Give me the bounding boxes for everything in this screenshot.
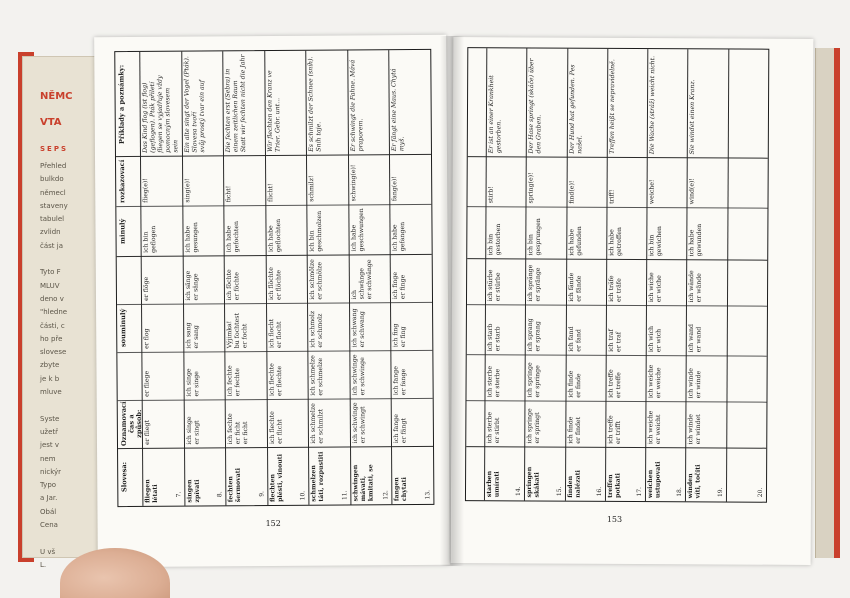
cell-pres-sub: ich springe er springe xyxy=(526,362,542,398)
cell-past-ind: ich wand er wand xyxy=(688,323,703,353)
cell-perf: ich bin geschmolzen xyxy=(308,210,324,252)
cell-perf: ich habe gefunden xyxy=(567,226,583,256)
cell-verb: weichen ustupovati xyxy=(647,461,662,499)
cell-imp: schmilz! xyxy=(308,175,316,202)
cell-past-sub: ich stürbe er stürbe xyxy=(486,269,502,302)
cell-pres-sub: ich treffe er treffe xyxy=(607,369,623,398)
back-title-line3: SEPS xyxy=(40,145,68,153)
cell-pres-sub xyxy=(728,359,764,399)
row-number: 10. xyxy=(299,490,307,501)
cell-note: Die Wache (stráž) weicht nicht. xyxy=(648,55,657,155)
cell-note: Er fängt eine Maus. Chytá myš. xyxy=(390,68,406,152)
cell-note: Es schmilzt der Schnee (sníh). Sníh taje. xyxy=(307,56,323,152)
cell-pres-sub: ich schmelze er schmelze xyxy=(309,355,325,396)
band-divider xyxy=(467,258,767,261)
header-minuly: minulý xyxy=(118,218,127,244)
cell-past-sub: ich schwänge er schwänge xyxy=(350,259,374,300)
cell-pres-sub: ich finde er finde xyxy=(567,370,582,398)
cell-verb: fliegen létati xyxy=(144,479,159,503)
back-text-line: a Jar. xyxy=(40,494,58,503)
cell-verb: singen zpívati xyxy=(185,479,201,503)
cell-past-sub: ich spränge er spränge xyxy=(527,264,543,302)
cell-past-sub: ich sänge er sänge xyxy=(184,270,200,301)
cell-pres-ind: ich springe er springt xyxy=(526,408,542,444)
cell-past-ind: ich sprang er sprang xyxy=(527,318,542,352)
cell-perf: ich bin gesprungen xyxy=(527,218,543,256)
back-text-line: Syste xyxy=(40,414,60,423)
band-divider xyxy=(467,206,767,209)
cell-imp xyxy=(729,161,766,205)
left-page-number: 152 xyxy=(265,518,281,529)
cell-note xyxy=(729,53,766,155)
back-text-line: části, c xyxy=(40,321,65,330)
row-number: 19. xyxy=(716,487,724,498)
cell-imp: flicht! xyxy=(266,183,275,203)
cell-verb: schmelzen táti, rozpustiti xyxy=(310,451,326,502)
cell-imp: triff! xyxy=(608,189,616,204)
cell-pres-sub: ich winde er winde xyxy=(687,368,703,399)
row-number: 14. xyxy=(515,486,523,496)
header-priklady: Příklady a poznámky: xyxy=(117,64,126,144)
cell-perf: ich habe geschwungen xyxy=(350,208,366,252)
cell-past-sub: ich schmölze er schmölze xyxy=(308,259,324,300)
back-text-line: Přehled xyxy=(40,162,67,170)
band-divider xyxy=(468,156,768,159)
cell-verb: starben umírati xyxy=(485,470,501,498)
cell-pres-ind: ich fange er fängt xyxy=(393,414,409,444)
cell-verb: fangen chytati xyxy=(393,477,409,502)
cell-pres-ind: ich sterbe er stirbt xyxy=(486,411,501,444)
cell-past-sub: ich flöchte er flöchte xyxy=(267,267,283,301)
header-rozkazovaci: rozkazovací xyxy=(118,159,127,203)
back-text-line: L. xyxy=(40,560,47,569)
cell-pres-sub: ich fange er fange xyxy=(392,366,408,396)
cell-perf: ich bin geflogen xyxy=(142,225,158,253)
band-divider xyxy=(467,354,767,357)
cell-past-ind xyxy=(728,309,765,353)
back-text-line: bulkdo xyxy=(40,175,64,184)
back-text-line xyxy=(40,253,100,266)
cell-imp: fang(e)! xyxy=(391,176,399,202)
back-text-line xyxy=(40,532,100,545)
back-text-line: "hledne xyxy=(40,308,68,317)
cell-pres-sub: ich singe er singe xyxy=(185,368,200,397)
row-number: 18. xyxy=(676,487,684,497)
left-table xyxy=(114,49,434,507)
cell-verb: schwingen mávati, kmitati, se xyxy=(351,464,375,502)
back-text-line: část ja xyxy=(40,241,63,250)
cell-past-sub: ich wiche er wiche xyxy=(648,272,663,303)
cell-pres-ind: ich finde er findet xyxy=(566,416,582,444)
cell-pres-sub: ich fechte er fechte xyxy=(226,365,242,397)
cell-note: Wir flechten den Kranz ve Trier. Gebr. unt... xyxy=(266,70,282,153)
cell-pres-ind: ich winde er windet xyxy=(687,414,703,445)
cell-imp: wind(e)! xyxy=(688,178,697,205)
cell-perf xyxy=(729,211,766,257)
cell-perf: ich habe gefangen xyxy=(391,221,407,252)
cell-imp: weiche! xyxy=(648,179,656,205)
back-text-line: tabulel xyxy=(40,215,65,224)
cell-past-ind: ich wich er wich xyxy=(647,325,663,353)
cell-pres-sub: ich sterbe er sterbe xyxy=(486,365,502,398)
cell-pres-sub: ich weiche er weiche xyxy=(647,364,663,399)
back-text-line: zvlidn xyxy=(40,228,61,237)
cell-perf: ich habe getroffen xyxy=(608,227,623,256)
cell-pres-sub: er fliege xyxy=(143,370,151,397)
header-slovesa: Slovesa: xyxy=(120,461,129,493)
cell-past-ind: ich starb er starb xyxy=(486,323,502,352)
cell-imp: spring(e)! xyxy=(527,172,535,204)
book-gutter xyxy=(440,36,464,566)
band-divider xyxy=(467,304,767,307)
cell-pres-ind: ich weiche er weicht xyxy=(647,410,663,445)
row-number: 9. xyxy=(258,491,266,497)
cell-past-ind: er flog xyxy=(143,328,151,349)
cell-imp: flieg(e)! xyxy=(142,178,150,203)
back-text-line: mluve xyxy=(40,388,62,397)
back-book-title xyxy=(40,84,73,162)
cell-past-sub: ich finge er finge xyxy=(392,271,408,300)
back-text-line: Typo xyxy=(40,481,57,490)
back-text-line: zbyte xyxy=(40,361,60,370)
cell-past-sub: ich föchte er föchte xyxy=(225,269,241,301)
cell-pres-ind: ich singe er singt xyxy=(185,416,201,445)
cell-imp: schwing(e)! xyxy=(349,164,358,202)
cell-imp: sing(e)! xyxy=(183,178,191,203)
cell-note: Sie windet einen Kranz. xyxy=(689,79,697,155)
cell-past-ind: ich schmolz er schmolz xyxy=(309,310,325,348)
cell-note: Treffen heißt se nepravidelně. xyxy=(608,59,617,154)
cell-note: Die fechten erst (Sebra) in einem zeitlichen Raum Statt wir fechten nicht die Jahr xyxy=(224,54,248,153)
cell-perf: ich habe gewunden xyxy=(688,223,704,257)
back-text-line: jest v xyxy=(40,441,60,450)
cell-imp: find(e)! xyxy=(568,180,576,204)
cell-pres-sub: ich flechte er flechte xyxy=(268,363,283,397)
cell-past-ind: ich flocht er flocht xyxy=(267,318,283,349)
row-number: 7. xyxy=(174,491,182,498)
right-page xyxy=(451,37,814,565)
cell-imp: stirb! xyxy=(487,186,495,204)
right-table xyxy=(465,47,769,503)
cell-perf: ich habe gesungen xyxy=(184,222,199,253)
back-text-line: je k b xyxy=(40,374,60,383)
cell-pres-ind: ich flechte er flicht xyxy=(268,411,284,445)
back-title-line1: NĚMC xyxy=(40,91,73,102)
cell-past-ind: ich traf er traf xyxy=(607,329,623,352)
cell-pres-ind: er fliegt xyxy=(143,420,152,445)
row-number: 12. xyxy=(382,490,390,500)
row-number: 16. xyxy=(595,486,603,497)
cell-perf: ich bin gestorben xyxy=(487,223,502,256)
cell-past-sub: ich wände er wände xyxy=(688,270,704,303)
cell-imp: ficht! xyxy=(225,185,233,203)
cell-pres-ind: ich schmelze er schmilzt xyxy=(309,403,325,444)
row-number: 15. xyxy=(555,486,563,497)
cell-past-sub xyxy=(729,263,765,303)
back-text-line: U vš xyxy=(40,547,56,556)
back-text-line: MLUV xyxy=(40,281,60,290)
cell-note: Er schwingt die Fahne. Mává praporem. xyxy=(349,59,365,152)
header-souminuly: souminulý xyxy=(119,308,128,348)
cell-note: Er ist an einer Krankheit gestorben. xyxy=(487,75,503,154)
cell-verb: winden víti, točiti xyxy=(687,464,703,499)
left-page xyxy=(94,35,450,567)
cell-perf: ich bin gewichen xyxy=(648,226,664,257)
cell-past-sub: er flöge xyxy=(142,276,150,301)
cell-pres-sub: ich schwinge er schwinge xyxy=(351,354,367,396)
row-number: 17. xyxy=(636,487,644,497)
cell-note: Das Kind flog (ist flog) (geflogen). Pták přiletí fliegen se vyjadřuje vždy pomocným slovesem sein xyxy=(141,75,180,153)
back-text-line xyxy=(40,399,100,412)
cell-past-ind: ich fing er fing xyxy=(392,323,408,348)
cell-note: Der Hund hat gefunden. Pes našel. xyxy=(568,64,584,154)
back-text-line: deno v xyxy=(40,294,64,303)
header-oznamovaci: Oznamovací čas a způsob: xyxy=(119,401,144,447)
back-text-line: nickýr xyxy=(40,467,62,476)
back-text-line: němecl xyxy=(40,188,66,197)
right-page-number: 153 xyxy=(606,514,623,524)
cell-note: Ein alte singt der Vogel (Pták). Slovesa tvoří svůj prostý tvar ein auf xyxy=(182,56,206,153)
band-divider xyxy=(466,400,766,403)
cell-verb: treffen potkati xyxy=(606,473,622,498)
cell-note: Der Hase springt (skáče) über den Graben. xyxy=(528,58,543,154)
back-title-line2: VTA xyxy=(40,117,62,128)
cell-pres-ind: ich treffe er trifft xyxy=(607,415,622,444)
cell-perf: ich habe gefochten xyxy=(225,220,241,253)
book-edge xyxy=(815,48,840,558)
cell-verb: fechten šermovati xyxy=(227,468,243,503)
cell-pres-ind xyxy=(728,405,764,445)
back-text-line: nem xyxy=(40,454,56,463)
cell-verb: finden nalézati xyxy=(566,470,582,498)
row-number: 11. xyxy=(341,490,349,501)
cell-verb: springen skákati xyxy=(526,466,541,498)
cell-past-sub: ich träfe er träfe xyxy=(607,275,623,302)
cell-past-ind: ich sang er sang xyxy=(184,322,200,349)
cell-past-sub: ich fände er fände xyxy=(567,272,583,302)
row-number: 13. xyxy=(424,489,432,500)
band-divider xyxy=(466,446,766,449)
row-number: 8. xyxy=(216,491,224,498)
cell-perf: ich habe geflochten xyxy=(267,218,282,253)
cell-past-ind: ich fand er fand xyxy=(567,326,583,352)
cell-past-ind: Výjimka! bu fochtest er focht xyxy=(226,313,249,349)
back-text-line: Obál xyxy=(40,507,57,516)
back-text-line: Tyto F xyxy=(40,268,61,277)
cell-pres-ind: ich schwinge er schwingt xyxy=(351,402,367,444)
cell-pres-ind: ich fechte er ficht er ficht xyxy=(226,413,250,445)
cell-verb: flechten plésti, vinouti xyxy=(268,454,284,503)
back-text-line: slovese xyxy=(40,348,67,357)
back-book-text xyxy=(40,160,100,572)
row-number: 20. xyxy=(756,487,765,498)
back-text-line: Cena xyxy=(40,521,58,530)
back-text-line: staveny xyxy=(40,201,68,210)
back-text-line: ho pře xyxy=(40,334,63,343)
cell-past-ind: ich schwang er schwang xyxy=(350,308,366,348)
back-text-line: užetř xyxy=(40,427,59,436)
